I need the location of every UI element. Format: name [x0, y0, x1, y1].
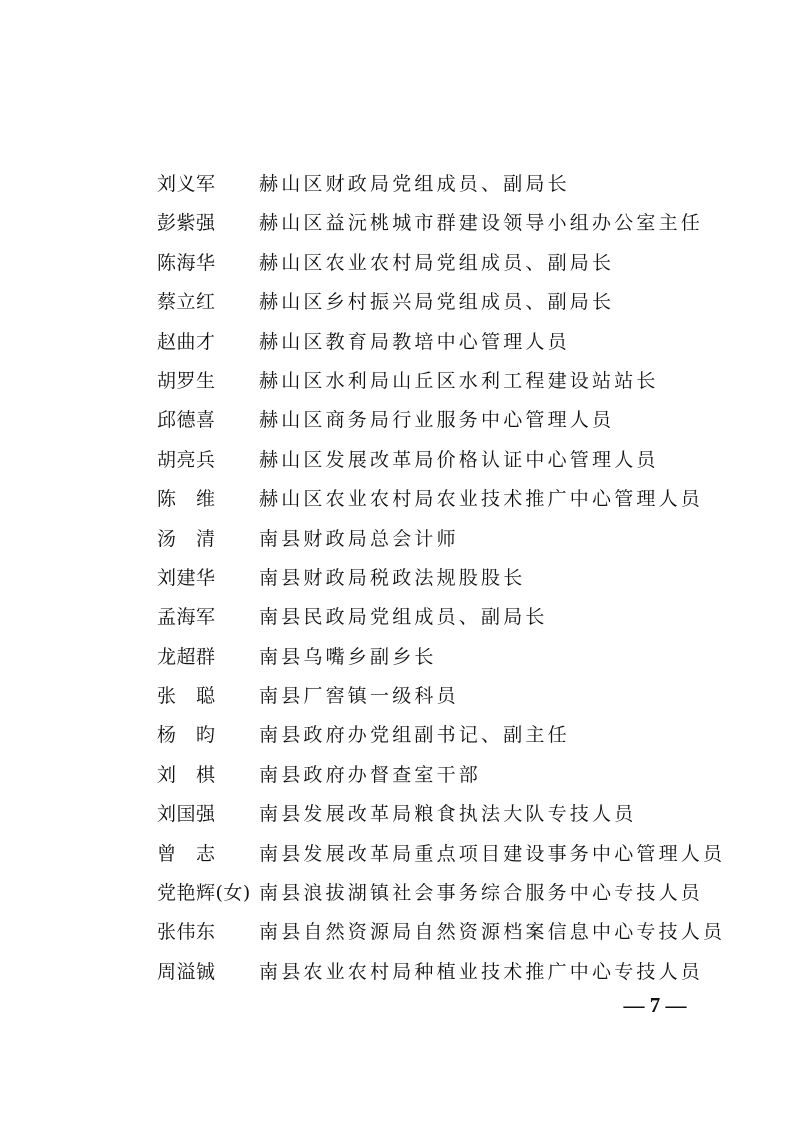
- person-name: 陈 维: [157, 488, 216, 511]
- list-item: [0, 795, 792, 834]
- person-name: 龙超群: [157, 645, 216, 668]
- person-name: 赵曲才: [157, 330, 216, 353]
- person-name: 汤 清: [157, 527, 216, 550]
- person-name: 党艳辉(女): [157, 882, 251, 905]
- person-title: 赫山区水利局山丘区水利工程建设站站长: [259, 369, 659, 392]
- person-title: 赫山区商务局行业服务中心管理人员: [259, 409, 615, 432]
- list-item: [0, 874, 792, 913]
- list-item: [0, 244, 792, 283]
- list-item: [0, 480, 792, 519]
- person-name: 刘国强: [157, 803, 216, 826]
- person-name: 邱德喜: [157, 409, 216, 432]
- person-title: 南县厂窖镇一级科员: [259, 685, 459, 708]
- personnel-list: [0, 165, 792, 992]
- person-name: 胡罗生: [157, 369, 216, 392]
- list-item: [0, 677, 792, 716]
- person-name: 杨 昀: [157, 724, 216, 747]
- list-item: [0, 165, 792, 204]
- list-item: [0, 441, 792, 480]
- person-title: 赫山区教育局教培中心管理人员: [259, 330, 570, 353]
- person-title: 赫山区益沅桃城市群建设领导小组办公室主任: [259, 212, 704, 235]
- person-name: 彭紫强: [157, 212, 216, 235]
- list-item: [0, 756, 792, 795]
- person-name: 刘建华: [157, 566, 216, 589]
- person-title: 南县发展改革局重点项目建设事务中心管理人员: [259, 842, 726, 865]
- list-item: [0, 638, 792, 677]
- person-name: 胡亮兵: [157, 448, 216, 471]
- person-title: 南县发展改革局粮食执法大队专技人员: [259, 803, 637, 826]
- list-item: [0, 913, 792, 952]
- list-item: [0, 559, 792, 598]
- person-title: 南县自然资源局自然资源档案信息中心专技人员: [259, 921, 726, 944]
- person-title: 南县乌嘴乡副乡长: [259, 645, 437, 668]
- list-item: [0, 835, 792, 874]
- person-name: 张伟东: [157, 921, 216, 944]
- person-name: 刘义军: [157, 173, 216, 195]
- person-title: 南县政府办党组副书记、副主任: [259, 724, 570, 747]
- list-item: [0, 362, 792, 401]
- person-name: 蔡立红: [157, 291, 216, 314]
- person-title: 赫山区农业农村局农业技术推广中心管理人员: [259, 488, 704, 511]
- list-item: [0, 283, 792, 322]
- list-item: [0, 520, 792, 559]
- list-item: [0, 323, 792, 362]
- person-title: 赫山区农业农村局党组成员、副局长: [259, 251, 615, 274]
- person-name: 周溢铖: [157, 960, 216, 983]
- person-title: 南县财政局税政法规股股长: [259, 566, 526, 589]
- list-item: [0, 953, 792, 992]
- person-title: 南县农业农村局种植业技术推广中心专技人员: [259, 960, 704, 983]
- person-title: 南县浪拔湖镇社会事务综合服务中心专技人员: [259, 882, 704, 905]
- list-item: [0, 401, 792, 440]
- person-title: 赫山区乡村振兴局党组成员、副局长: [259, 291, 615, 314]
- list-item: [0, 598, 792, 637]
- person-title: 南县民政局党组成员、副局长: [259, 606, 548, 629]
- page-number: — 7 —: [623, 993, 687, 1017]
- person-title: 赫山区发展改革局价格认证中心管理人员: [259, 448, 659, 471]
- list-item: [0, 204, 792, 243]
- person-name: 刘 棋: [157, 763, 216, 786]
- person-name: 陈海华: [157, 251, 216, 274]
- person-name: 孟海军: [157, 606, 216, 629]
- list-item: [0, 716, 792, 755]
- person-name: 张 聪: [157, 685, 216, 708]
- person-title: 南县财政局总会计师: [259, 527, 459, 550]
- person-title: 南县政府办督查室干部: [259, 763, 482, 786]
- person-name: 曾 志: [157, 842, 216, 865]
- person-title: 赫山区财政局党组成员、副局长: [259, 173, 570, 195]
